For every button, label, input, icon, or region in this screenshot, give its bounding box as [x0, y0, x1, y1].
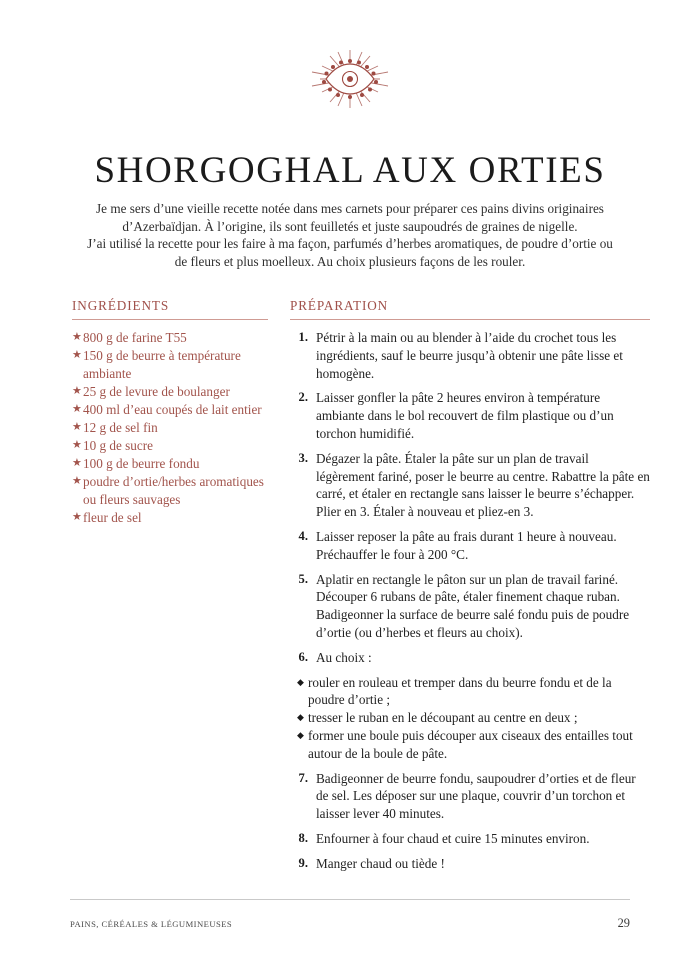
- star-bullet-icon: ★: [72, 402, 82, 415]
- list-item: [72, 419, 268, 437]
- diamond-bullet-icon: ◆: [297, 712, 304, 723]
- substep-item: [297, 674, 650, 710]
- step-number: 3.: [298, 450, 308, 465]
- step-text: Au choix :: [316, 649, 372, 665]
- ingredient-text: 10 g de sucre: [83, 438, 153, 454]
- step-text: Pétrir à la main ou au blender à l’aide du crochet tous les ingrédients, sauf le beurre jusqu’à obtenir une pâte lisse et homogène.: [316, 330, 623, 381]
- preparation-step: [290, 830, 650, 848]
- ingredients-column: [72, 298, 268, 527]
- ingredient-text: 12 g de sel fin: [83, 419, 158, 435]
- ingredient-text: 25 g de levure de boulanger: [83, 383, 230, 399]
- preparation-substeps-wrapper: [290, 674, 650, 763]
- footer-category: PAINS, CÉRÉALES & LÉGUMINEUSES: [70, 919, 233, 929]
- preparation-substeps: [297, 674, 650, 763]
- intro-line: Je me sers d’une vieille recette notée dans mes carnets pour préparer ces pains divins originaires: [96, 201, 604, 216]
- diamond-bullet-icon: ◆: [297, 729, 304, 740]
- ingredient-text: 150 g de beurre à température ambiante: [83, 348, 241, 381]
- intro-line: J’ai utilisé la recette pour les faire à ma façon, parfumés d’herbes aromatiques, de poudre d’ortie ou: [87, 236, 613, 252]
- ingredient-text: 400 ml d’eau coupés de lait entier: [83, 401, 262, 417]
- step-number: 4.: [298, 528, 308, 543]
- list-item: [72, 383, 268, 401]
- step-number: 7.: [298, 770, 308, 785]
- star-bullet-icon: ★: [72, 384, 82, 397]
- ingredient-text: 800 g de farine T55: [83, 330, 187, 345]
- list-item: [72, 347, 268, 382]
- ornament-container: [0, 48, 700, 110]
- step-text: Enfourner à four chaud et cuire 15 minutes environ.: [316, 830, 590, 846]
- page-footer: [70, 916, 630, 931]
- preparation-step: [290, 329, 650, 382]
- step-number: 5.: [298, 571, 308, 586]
- step-number: 1.: [298, 330, 308, 344]
- preparation-step: [290, 855, 650, 873]
- list-item: [72, 455, 268, 473]
- ingredient-text: poudre d’ortie/herbes aromatiques ou fleurs sauvages: [83, 474, 264, 507]
- substep-text: rouler en rouleau et tremper dans du beurre fondu et de la poudre d’ortie ;: [308, 674, 612, 708]
- substep-text: tresser le ruban en le découpant au centre en deux ;: [308, 710, 578, 726]
- preparation-step: [290, 770, 650, 823]
- star-bullet-icon: ★: [72, 349, 82, 362]
- substep-item: [297, 709, 650, 727]
- step-number: 2.: [298, 390, 308, 405]
- star-bullet-icon: ★: [72, 510, 82, 523]
- page-title: SHORGOGHAL AUX ORTIES: [94, 149, 606, 191]
- star-bullet-icon: ★: [72, 475, 82, 488]
- preparation-heading: PRÉPARATION: [290, 298, 389, 313]
- footer-page-number: 29: [617, 916, 630, 930]
- step-text: Laisser gonfler la pâte 2 heures environ à température ambiante dans le bol recouvert de film plastique ou d’un torchon humidifié.: [316, 390, 614, 441]
- preparation-step: [290, 649, 650, 667]
- star-bullet-icon: ★: [72, 439, 82, 452]
- substep-text: former une boule puis découper aux ciseaux des entailles tout autour de la boule de pâte.: [308, 727, 633, 761]
- list-item: [72, 401, 268, 419]
- ingredients-divider: [72, 319, 268, 320]
- step-number: 6.: [298, 649, 308, 664]
- step-text: Manger chaud ou tiède !: [316, 855, 445, 871]
- star-bullet-icon: ★: [72, 331, 82, 343]
- content-columns: [72, 298, 650, 880]
- preparation-column: [290, 298, 650, 880]
- radiant-eye-ornament-icon: [304, 48, 396, 110]
- intro-line: de fleurs et plus moelleux. Au choix plusieurs façons de les rouler.: [174, 253, 526, 269]
- preparation-step: [290, 528, 650, 564]
- diamond-bullet-icon: ◆: [297, 676, 304, 687]
- preparation-step: [290, 450, 650, 521]
- list-item: [72, 509, 268, 527]
- substep-item: [297, 727, 650, 763]
- ingredient-text: 100 g de beurre fondu: [83, 456, 200, 472]
- ingredient-text: fleur de sel: [83, 509, 142, 525]
- footer-divider: [70, 899, 630, 900]
- list-item: [72, 473, 268, 508]
- star-bullet-icon: ★: [72, 457, 82, 470]
- ingredients-list: [72, 329, 268, 527]
- preparation-step: [290, 389, 650, 442]
- intro-paragraph: [62, 200, 638, 270]
- step-text: Dégazer la pâte. Étaler la pâte sur un plan de travail légèrement fariné, poser le beurre au centre. Rabattre la pâte en carré, et étaler en rectangle sans laisser le beurre s’échapper. Plier en 3. Étaler à nouveau et pliez-en 3.: [316, 450, 650, 520]
- preparation-steps: [290, 329, 650, 873]
- preparation-divider: [290, 319, 650, 320]
- list-item: [72, 329, 268, 347]
- step-number: 8.: [298, 830, 308, 845]
- star-bullet-icon: ★: [72, 420, 82, 433]
- step-number: 9.: [298, 855, 308, 870]
- ingredients-heading: INGRÉDIENTS: [72, 298, 170, 313]
- list-item: [72, 437, 268, 455]
- step-text: Badigeonner de beurre fondu, saupoudrer d’orties et de fleur de sel. Les déposer sur une plaque, couvrir d’un torchon et laisser lever 40 minutes.: [316, 770, 636, 822]
- intro-line: d’Azerbaïdjan. À l’origine, ils sont feuilletés et juste saupoudrés de graines de nigelle.: [122, 218, 578, 234]
- preparation-step: [290, 571, 650, 642]
- step-text: Laisser reposer la pâte au frais durant 1 heure à nouveau. Préchauffer le four à 200 °C.: [316, 528, 617, 562]
- step-text: Aplatir en rectangle le pâton sur un plan de travail fariné. Découper 6 rubans de pâte, étaler finement chaque ruban. Badigeonner la surface de beurre salé fondu puis de poudre d’ortie (ou d’herbes et fleurs au choix).: [316, 571, 630, 640]
